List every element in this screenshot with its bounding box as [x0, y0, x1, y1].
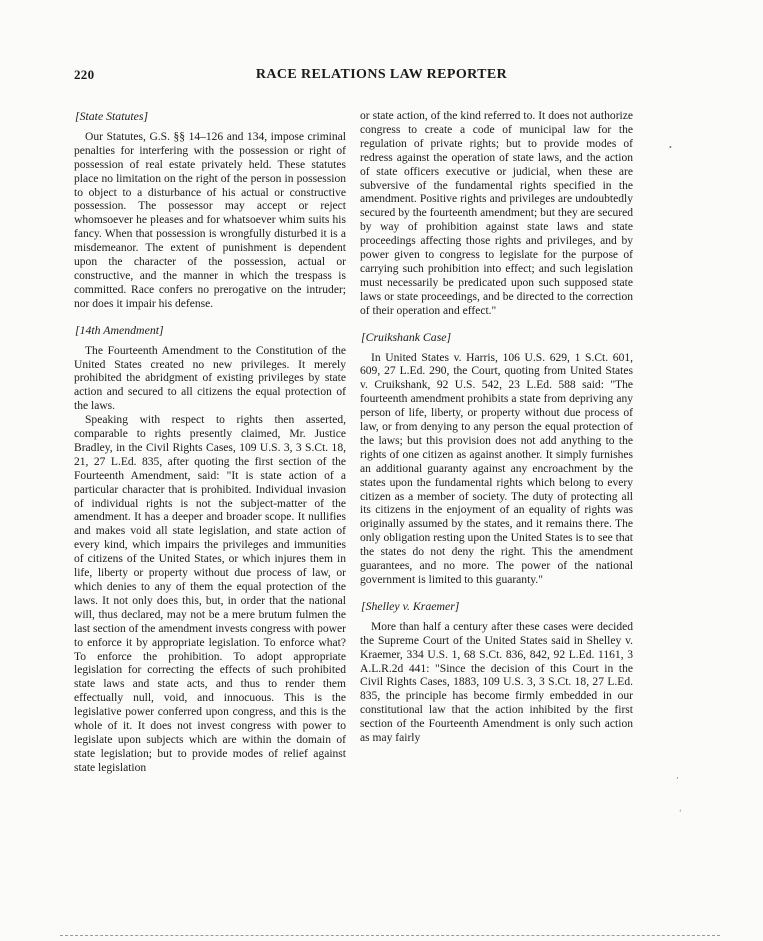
left-column: [74, 110, 346, 776]
paragraph-14th-amendment: The Fourteenth Amendment to the Constitution of the United States created no new privileges. It merely prohibited the abridgment of existing privileges by state action and secured to all citizens the equal protection of the laws.: [74, 344, 346, 413]
paragraph-continued-quote: or state action, of the kind referred to. It does not authorize congress to create a code of municipal law for the regulation of private rights; but to provide modes of redress against the operation of state laws, and the action of state officers executive or judicial, when these are subversive of the fundamental rights specified in the amendment. Positive rights and privileges are undoubtedly secured by the fourteenth amendment; but they are secured by way of prohibition against state laws and state proceedings affecting those rights and privileges, and by power given to congress to legislate for the purpose of carrying such prohibition into effect; and such legislation must necessarily be predicated upon such supposed state laws or state proceedings, and be directed to the correction of their operation and effect.": [360, 110, 633, 317]
paragraph-shelley: More than half a century after these cases were decided the Supreme Court of the United States said in Shelley v. Kraemer, 334 U.S. 1, 68 S.Ct. 836, 842, 92 L.Ed. 1161, 3 A.L.R.2d 441: "Since the decision of this Court in the Civil Rights Cases, 1883, 109 U.S. 3, 3 S.Ct. 18, 27 L.Ed. 835, the principle has become firmly embedded in our constitutional law that the action inhibited by the first section of the Fourteenth Amendment is only such action as may fairly: [360, 620, 633, 745]
paragraph-state-statutes: Our Statutes, G.S. §§ 14–126 and 134, impose criminal penalties for interfering with the possession or right of possession of real estate privately held. These statutes place no limitation on the right of the person in possession to object to a disturbance of his actual or constructive possession. The possessor may accept or reject whomsoever he pleases and for whatsoever whim suits his fancy. When that possession is wrongfully disturbed it is a misdemeanor. The extent of punishment is dependent upon the character of the possession, actual or constructive, and the manner in which the trespass is committed. Race confers no prerogative on the intruder; nor does it impair his defense.: [74, 130, 346, 310]
right-column: [360, 110, 633, 746]
bottom-scan-line: [60, 935, 720, 936]
paragraph-civil-rights-cases: Speaking with respect to rights then asserted, comparable to rights presently claimed, Mr. Justice Bradley, in the Civil Rights Cases, 109 U.S. 3, 3 S.Ct. 18, 21, 27 L.Ed. 835, after quoting the first section of the Fourteenth Amendment, said: "It is state action of a particular character that is prohibited. Individual invasion of individual rights is not the subject-matter of the amendment. It has a deeper and broader scope. It nullifies and makes void all state legislation, and state action of every kind, which impairs the privileges and immunities of citizens of the United States, or which injures them in life, liberty or property without due process of law, or which denies to any of them the equal protection of the laws. It not only does this, but, in order that the national will, thus declared, may not be a mere brutum fulmen the last section of the amendment invests congress with power to enforce it by appropriate legislation. To enforce what? To enforce the prohibition. To adopt appropriate legislation for correcting the effects of such prohibited state laws and state acts, and thus to render them effectually null, void, and innocuous. This is the legislative power conferred upon congress, and this is the whole of it. It does not invest congress with power to legislate upon subjects which are within the domain of state legislation; but to provide modes of relief against state legislation: [74, 414, 346, 774]
paragraph-cruikshank: In United States v. Harris, 106 U.S. 629, 1 S.Ct. 601, 609, 27 L.Ed. 290, the Court, quoting from United States v. Cruikshank, 92 U.S. 542, 23 L.Ed. 588 said: "The fourteenth amendment prohibits a state from depriving any person of life, liberty, or property without due process of law, or from denying to any person the equal protection of the laws; but this provision does not add anything to the rights of one citizen as against another. It simply furnishes an additional guaranty against any encroachment by the states upon the fundamental rights which belong to every citizen as a member of society. The duty of protecting all its citizens in the enjoyment of an equality of rights was originally assumed by the states, and it remains there. The only obligation resting upon the United States is to see that the states do not deny the right. This the amendment guarantees, and no more. The power of the national government is limited to this guaranty.": [360, 351, 633, 586]
section-heading-14th-amendment: [14th Amendment]: [75, 322, 164, 337]
section-heading-shelley: [Shelley v. Kraemer]: [361, 598, 460, 613]
section-heading-state-statutes: [State Statutes]: [75, 109, 149, 123]
page-number: 220: [74, 67, 95, 82]
running-head: RACE RELATIONS LAW REPORTER: [255, 67, 508, 82]
section-heading-cruikshank: [Cruikshank Case]: [361, 329, 452, 344]
